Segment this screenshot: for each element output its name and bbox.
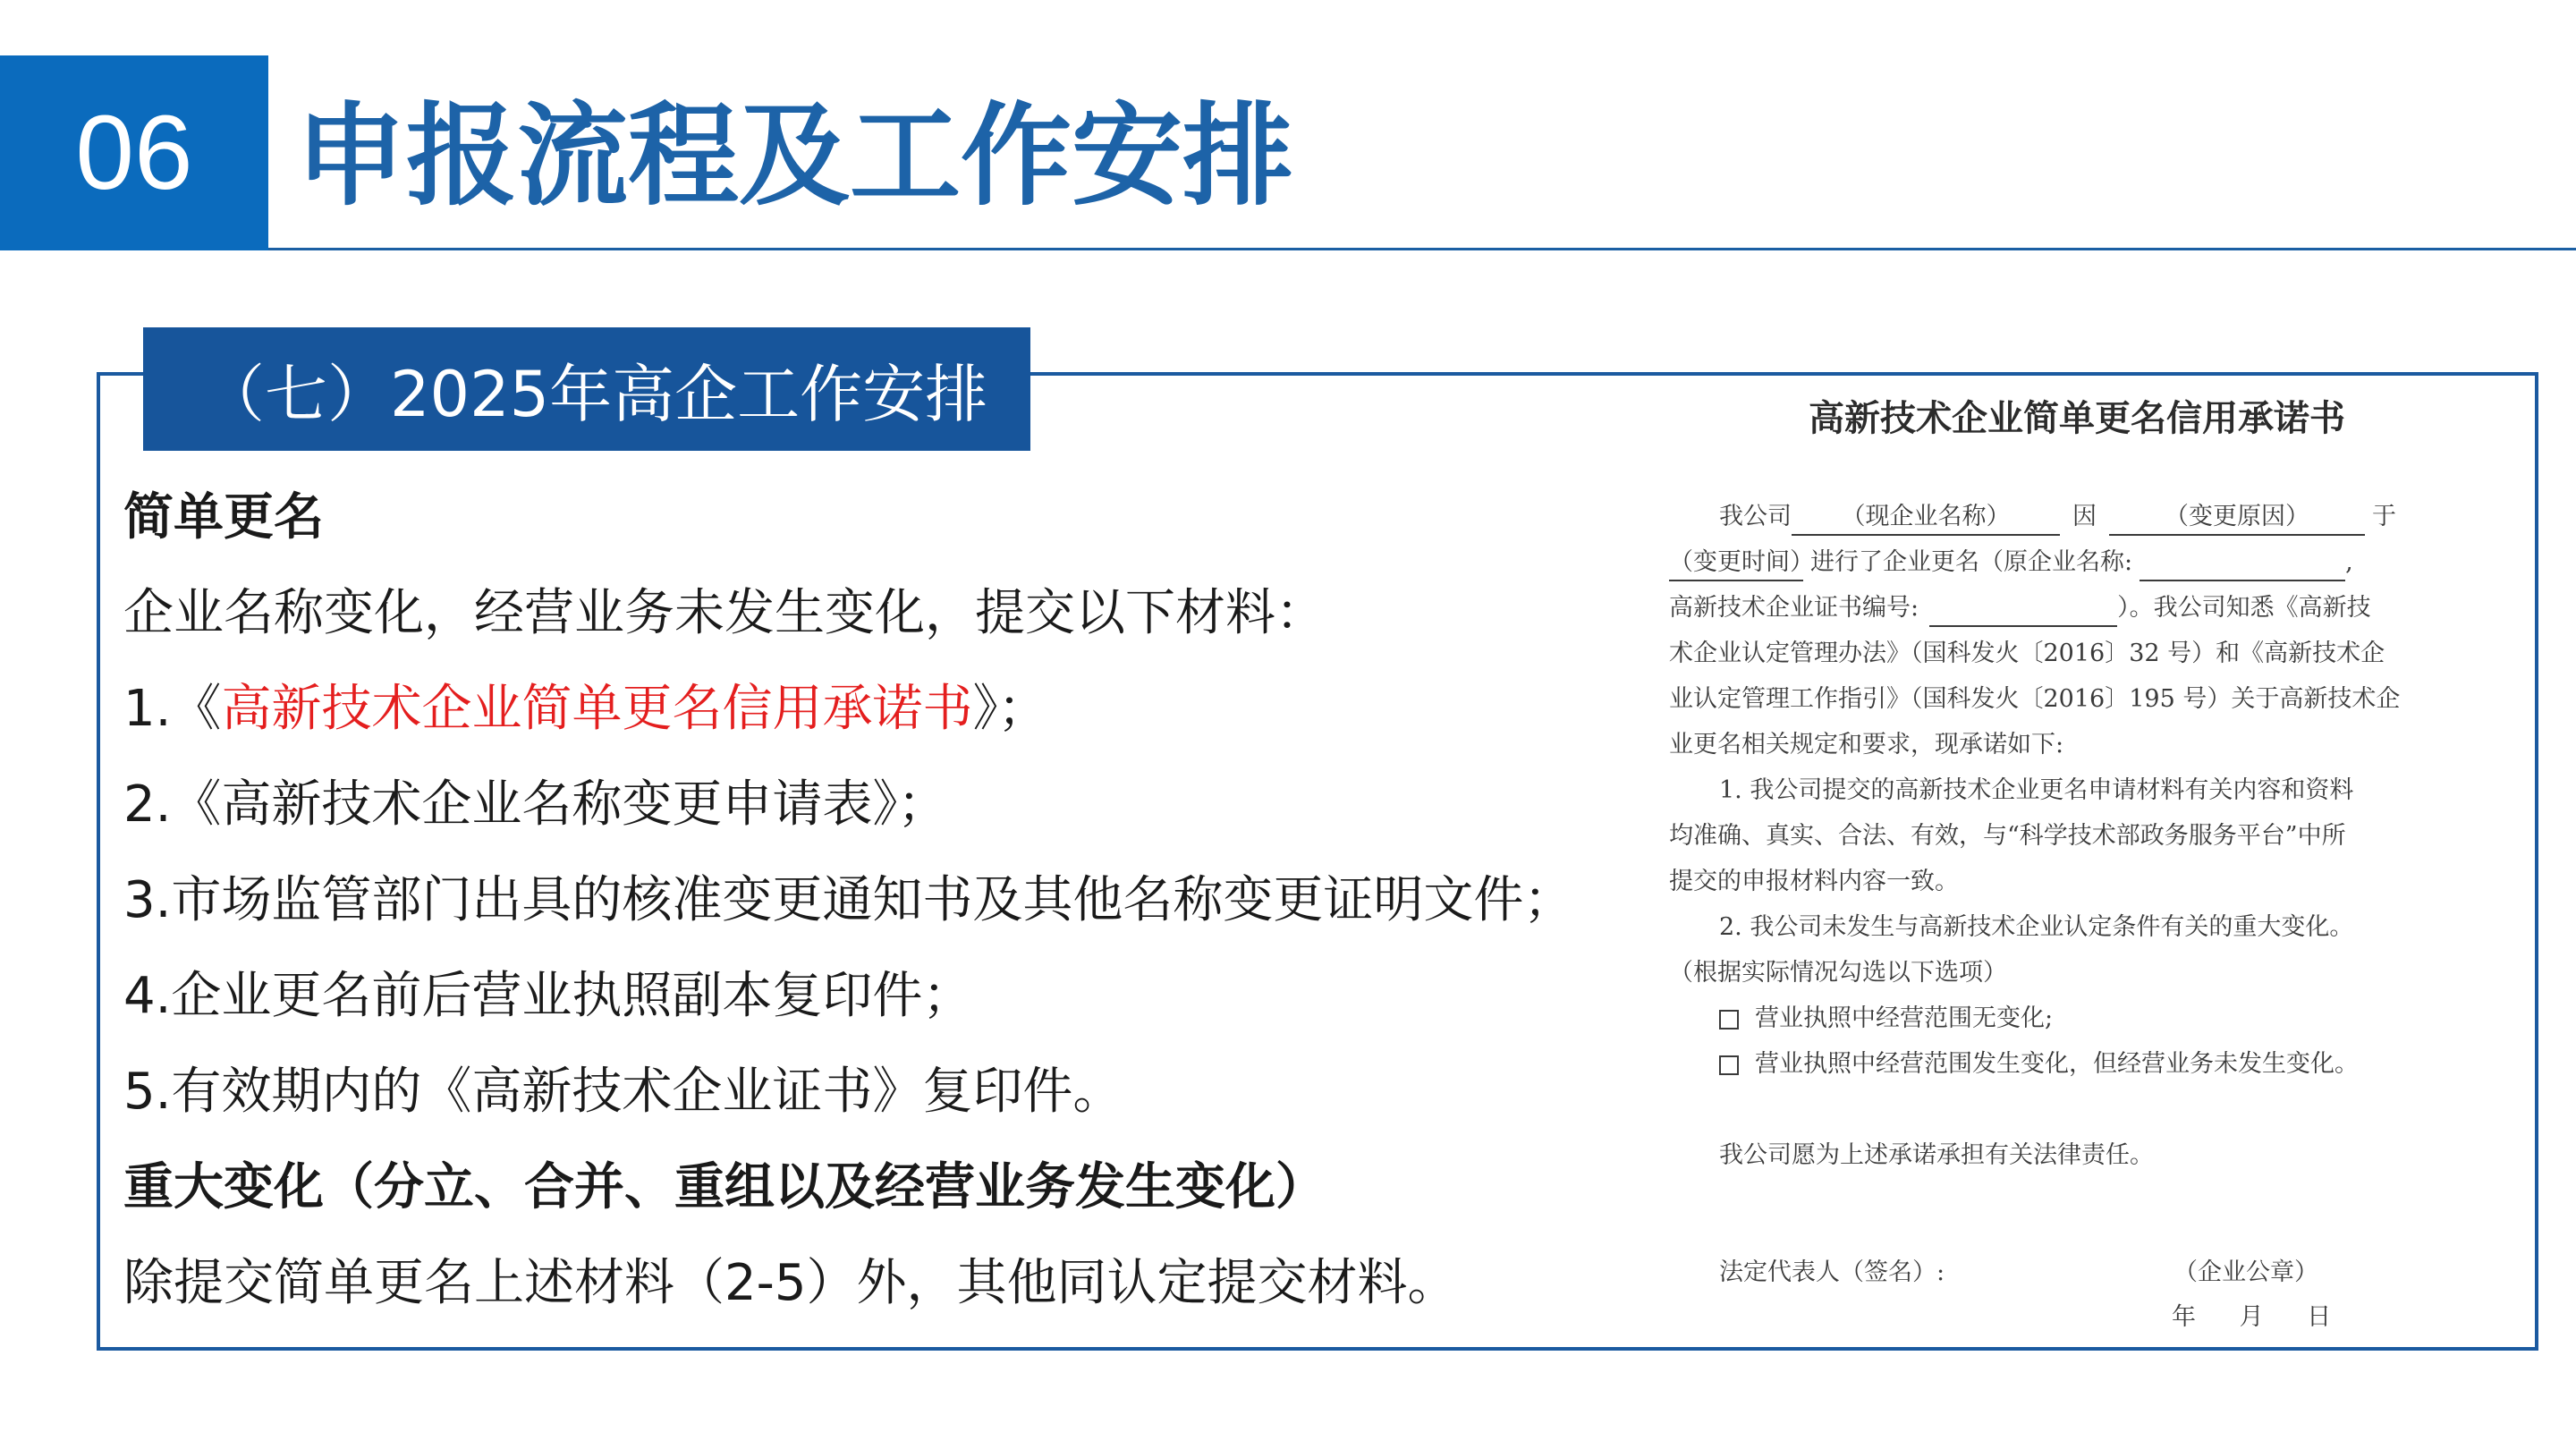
page-title: 申报流程及工作安排 (295, 92, 1294, 221)
header-divider (268, 248, 2576, 250)
doc-text: 我公司 (1719, 503, 1792, 530)
doc-line: （根据实际情况勾选以下选项） (1669, 959, 2007, 987)
doc-line: 提交的申报材料内容一致。 (1669, 868, 1959, 895)
section-number-badge (0, 55, 268, 250)
document-title: 高新技术企业简单更名信用承诺书 (1809, 397, 2345, 439)
doc-seal-line: （企业公章） (2174, 1258, 2318, 1286)
doc-option (1669, 1041, 2465, 1087)
doc-line (1669, 585, 2465, 631)
doc-blank-cert-no (1929, 591, 2117, 627)
doc-text: , (2345, 548, 2353, 576)
doc-line: 均准确、真实、合法、有效，与“科学技术部政务服务平台”中所 (1669, 822, 2346, 850)
doc-spacer (1669, 1087, 2465, 1132)
doc-text: 进行了企业更名（原企业名称: (1810, 548, 2133, 576)
heading-simple-rename: 简单更名 (123, 488, 324, 547)
doc-option-label: 营业执照中经营范围发生变化，但经营业务未发生变化。 (1755, 1050, 2359, 1078)
checkbox-icon (1719, 1055, 1739, 1075)
line-prefix: 1.《 (123, 680, 222, 738)
heading-major-change: 重大变化（分立、合并、重组以及经营业务发生变化） (123, 1158, 1326, 1216)
content-line-highlight (123, 661, 1608, 757)
content-line: 企业名称变化，经营业务未发生变化，提交以下材料： (123, 584, 1326, 642)
section-tag-label: （七）2025年高企工作安排 (202, 357, 988, 431)
doc-blank-reason: （变更原因） (2109, 500, 2365, 536)
doc-line: 业认定管理工作指引》（国科发火〔2016〕195 号）关于高新技术企 (1669, 685, 2401, 713)
content-line: 4.企业更名前后营业执照副本复印件； (123, 967, 973, 1025)
content-line: 5.有效期内的《高新技术企业证书》复印件。 (123, 1063, 1123, 1121)
doc-text: 于 (2372, 503, 2396, 530)
doc-date-line: 年 月 日 (2172, 1303, 2332, 1331)
line-suffix: 》； (972, 680, 1048, 738)
doc-line: 业更名相关规定和要求，现承诺如下: (1669, 731, 2064, 758)
highlight-document-name: 高新技术企业简单更名信用承诺书 (221, 680, 973, 738)
doc-text: ）。我公司知悉《高新技 (2117, 594, 2371, 622)
doc-line: 术企业认定管理办法》（国科发火〔2016〕32 号）和《高新技术企 (1669, 640, 2385, 667)
content-line: 3.市场监管部门出具的核准变更通知书及其他名称变更证明文件； (123, 871, 1574, 929)
doc-line: 我公司愿为上述承诺承担有关法律责任。 (1719, 1141, 2154, 1169)
doc-blank-old-name (2140, 546, 2345, 581)
doc-text: 因 (2072, 503, 2097, 530)
doc-option-label: 营业执照中经营范围无变化; (1755, 1004, 2054, 1032)
doc-text: 高新技术企业证书编号: (1669, 594, 1919, 622)
doc-option (1669, 996, 2465, 1041)
content-text (123, 470, 1608, 1331)
doc-line (1669, 539, 2465, 585)
doc-blank-company: （现企业名称） (1792, 500, 2060, 536)
doc-line: 2. 我公司未发生与高新技术企业认定条件有关的重大变化。 (1719, 913, 2354, 941)
section-tag (143, 327, 1030, 451)
checkbox-icon (1719, 1010, 1739, 1030)
doc-line (1669, 494, 2465, 539)
section-number: 06 (75, 94, 193, 212)
commitment-letter-document (1626, 386, 2528, 1340)
content-line: 2.《高新技术企业名称变更申请表》； (123, 775, 948, 834)
content-line: 除提交简单更名上述材料（2-5）外，其他同认定提交材料。 (123, 1254, 1458, 1312)
doc-signature-line: 法定代表人（签名）: (1719, 1258, 1945, 1286)
doc-line: 1. 我公司提交的高新技术企业更名申请材料有关内容和资料 (1719, 776, 2354, 804)
document-body (1669, 494, 2465, 1178)
doc-blank-time: （变更时间） (1669, 546, 1803, 581)
